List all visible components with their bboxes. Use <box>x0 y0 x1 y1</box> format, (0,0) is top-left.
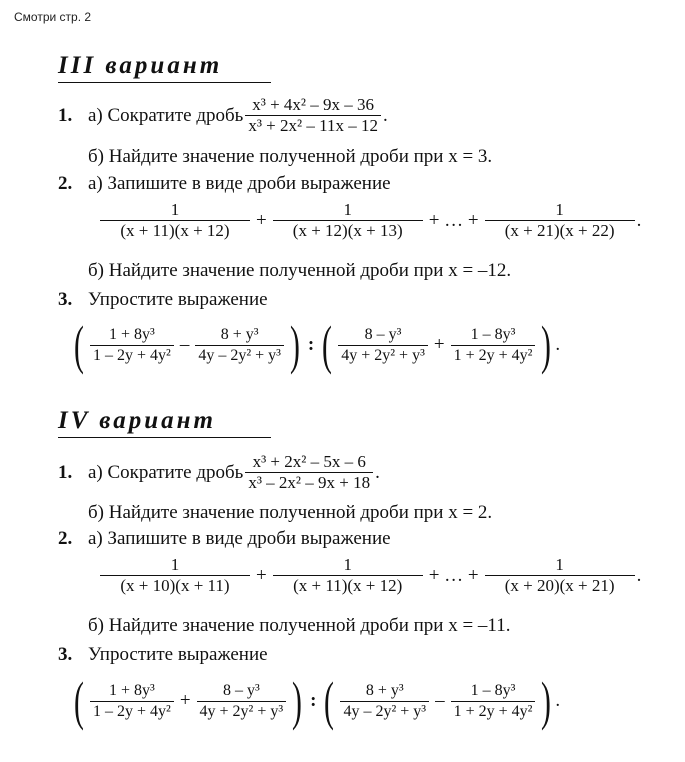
right-paren: ) <box>541 315 552 375</box>
page-note: Смотри стр. 2 <box>14 10 92 24</box>
denominator: 4y + 2y² + y³ <box>341 346 425 364</box>
period: . <box>382 104 388 126</box>
variant-title: III вариант <box>58 52 223 79</box>
task-number: 2. <box>58 528 73 549</box>
task-text: б) Найдите значение полученной дроби при x = –12. <box>88 260 512 281</box>
task-number: 3. <box>58 644 73 665</box>
denominator: 4y + 2y² + y³ <box>199 702 284 720</box>
fraction <box>485 200 635 241</box>
task-2a <box>58 173 391 195</box>
plus-sign: + <box>256 564 267 586</box>
denominator: (x + 20)(x + 21) <box>504 576 615 595</box>
task-number: 3. <box>58 289 73 310</box>
numerator: 8 + y³ <box>220 325 259 343</box>
denominator: 1 – 2y + 4y² <box>92 702 171 720</box>
ellipsis: + … + <box>428 564 479 586</box>
fraction <box>273 200 423 241</box>
task-3-expression <box>70 671 561 731</box>
numerator: 1 <box>170 200 180 219</box>
task-text: а) Запишите в виде дроби выражение <box>88 173 391 194</box>
denominator: 4y – 2y² + y³ <box>198 346 281 364</box>
denominator: (x + 11)(x + 12) <box>120 221 230 240</box>
variant-title: IV вариант <box>58 407 216 434</box>
numerator: 1 – 8y³ <box>470 325 516 343</box>
fraction <box>245 95 381 136</box>
left-paren: ( <box>74 671 84 731</box>
numerator: x³ + 2x² – 5x – 6 <box>252 452 366 471</box>
right-paren: ) <box>541 671 552 731</box>
left-paren: ( <box>322 315 333 375</box>
period: . <box>636 209 642 231</box>
task-text: а) Запишите в виде дроби выражение <box>88 528 391 549</box>
task-text: б) Найдите значение полученной дроби при x = 2. <box>88 502 493 523</box>
denominator: 1 – 2y + 4y² <box>92 346 171 364</box>
fraction <box>195 325 284 366</box>
task-text: а) Сократите дробь <box>88 104 244 126</box>
denominator: (x + 11)(x + 12) <box>293 576 403 595</box>
denominator: x³ – 2x² – 9x + 18 <box>248 473 371 492</box>
task-number: 1. <box>58 104 73 126</box>
task-2b <box>88 260 511 282</box>
denominator: (x + 21)(x + 22) <box>504 221 615 240</box>
fraction <box>90 681 174 722</box>
colon: : <box>307 334 315 355</box>
denominator: 4y – 2y² + y³ <box>343 702 427 720</box>
denominator: (x + 10)(x + 11) <box>120 576 230 595</box>
numerator: 1 <box>343 555 352 574</box>
fraction <box>100 200 250 241</box>
denominator: x³ + 2x² – 11x – 12 <box>248 116 378 135</box>
numerator: 8 – y³ <box>364 325 402 343</box>
variant-3 <box>58 52 678 83</box>
task-1b <box>88 502 492 524</box>
fraction <box>451 325 536 366</box>
numerator: 1 + 8y³ <box>108 681 155 699</box>
left-paren: ( <box>74 315 84 375</box>
numerator: 1 <box>555 555 564 574</box>
numerator: 1 <box>170 555 180 574</box>
fraction <box>273 555 423 596</box>
task-3 <box>58 289 268 311</box>
fraction <box>451 681 536 722</box>
numerator: 1 + 8y³ <box>108 325 155 343</box>
operator: – <box>435 690 445 711</box>
denominator: (x + 12)(x + 13) <box>292 221 403 240</box>
period: . <box>375 461 380 483</box>
numerator: 8 + y³ <box>365 681 404 699</box>
variant-4 <box>58 407 678 438</box>
left-paren: ( <box>324 671 335 731</box>
task-1a <box>58 452 380 493</box>
operator: + <box>433 334 445 355</box>
title-underline <box>58 82 271 83</box>
title-underline <box>58 437 271 438</box>
fraction <box>340 681 429 722</box>
denominator: 1 + 2y + 4y² <box>453 346 533 364</box>
plus-sign: + <box>256 209 267 231</box>
task-2-expression <box>98 200 641 241</box>
numerator: 1 <box>555 200 564 219</box>
colon: : <box>310 690 317 711</box>
task-number: 1. <box>58 461 73 483</box>
operator: – <box>179 334 190 355</box>
period: . <box>555 334 561 355</box>
task-number: 2. <box>58 173 73 194</box>
task-3 <box>58 644 268 666</box>
fraction <box>197 681 287 722</box>
numerator: 1 – 8y³ <box>470 681 516 699</box>
period: . <box>555 690 561 711</box>
right-paren: ) <box>292 671 303 731</box>
task-text: Упростите выражение <box>88 644 268 665</box>
numerator: x³ + 4x² – 9x – 36 <box>252 95 375 114</box>
denominator: 1 + 2y + 4y² <box>453 702 533 720</box>
task-3-expression <box>70 315 561 375</box>
fraction <box>245 452 373 493</box>
period: . <box>636 564 642 586</box>
task-text: б) Найдите значение полученной дроби при x = –11. <box>88 615 511 636</box>
task-text: Упростите выражение <box>88 289 268 310</box>
task-1b <box>88 146 492 168</box>
operator: + <box>179 690 191 711</box>
task-1a <box>58 95 388 136</box>
ellipsis: + … + <box>428 209 479 231</box>
task-2-expression <box>98 555 641 596</box>
fraction <box>485 555 635 596</box>
fraction <box>338 325 428 366</box>
task-text: б) Найдите значение полученной дроби при x = 3. <box>88 146 493 167</box>
task-text: а) Сократите дробь <box>88 461 244 483</box>
task-2a <box>58 528 391 550</box>
task-2b <box>88 615 510 637</box>
numerator: 8 – y³ <box>222 681 260 699</box>
right-paren: ) <box>289 315 300 375</box>
numerator: 1 <box>343 200 352 219</box>
fraction <box>100 555 250 596</box>
fraction <box>90 325 174 366</box>
